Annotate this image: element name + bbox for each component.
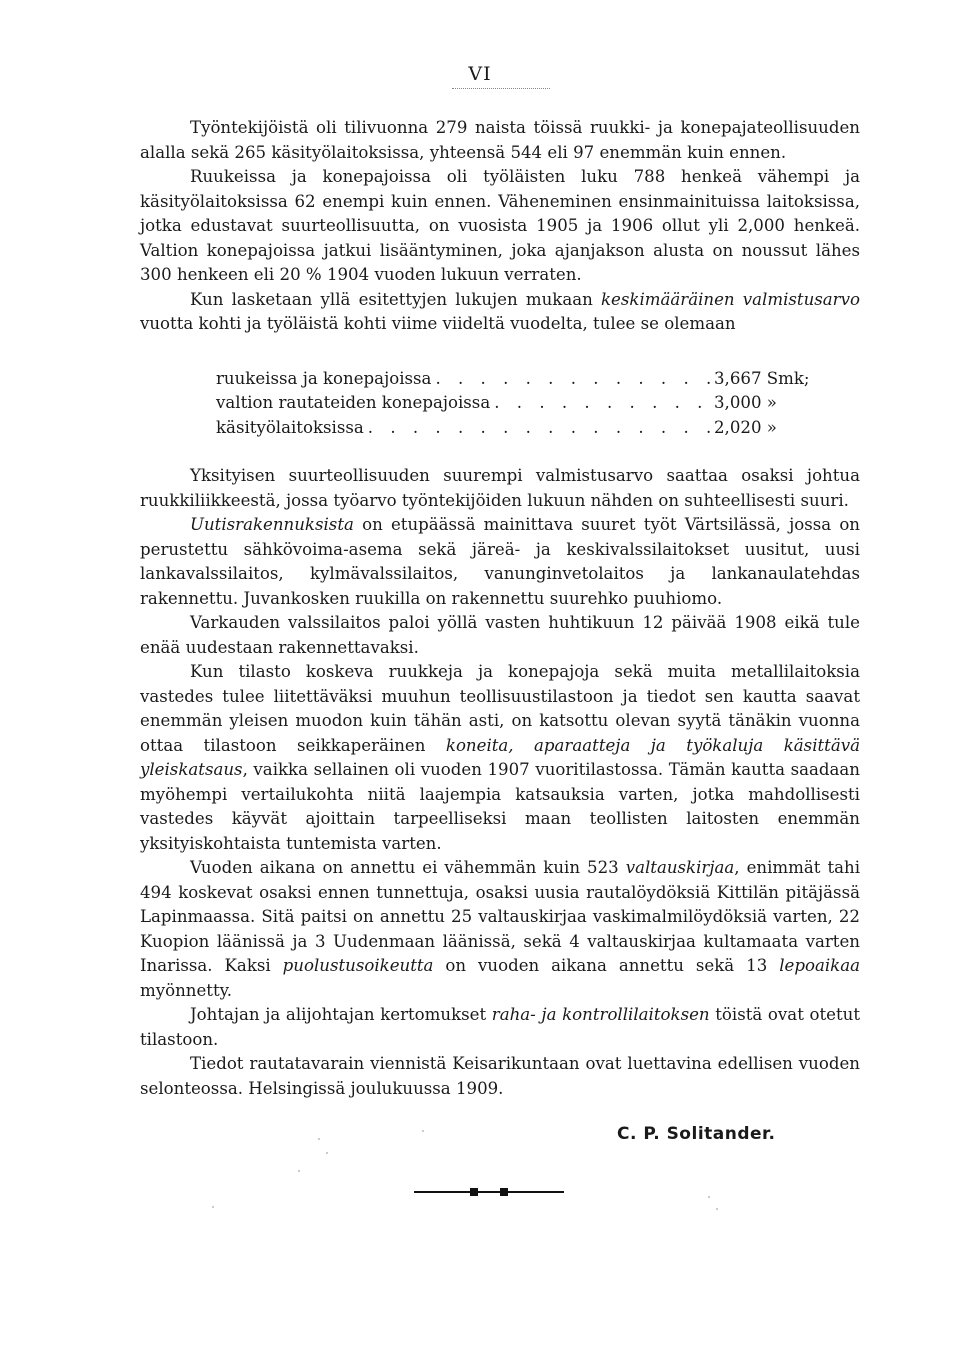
paragraph-private-industry: Yksityisen suurteollisuuden suurempi valmistusarvo saattaa osaksi johtua ruukkiliikkeestä, jossa työarvo työntekijöiden lukuun nähden on suhteellisesti suuri. — [140, 466, 860, 510]
value-list — [216, 367, 810, 441]
text-run: on etupäässä mainittava suuret työt Värtsilässä, jossa on perustettu sähkövoima-asema sekä järeä- ja keskivalssilaitokset uusitut, uusi lankavalssilaitos, kylmävalssilaitos, vanunginvetolaitos ja lankanaulatehdas rakennettu. Juvankosken ruukilla on rakennettu suurehko puuhiomo. — [140, 515, 860, 608]
text-run: töistä ovat otetut tilastoon. — [140, 1005, 860, 1049]
page-number-rule — [452, 88, 550, 89]
italic-term: raha- ja kontrollilaitoksen — [491, 1005, 710, 1024]
list-item-label: käsityölaitoksissa — [216, 417, 364, 437]
italic-term: lepoaikaa — [779, 956, 860, 975]
list-item-label: ruukeissa ja konepajoissa — [216, 368, 432, 388]
italic-term: koneita, aparaatteja ja työkaluja käsittävä yleiskatsaus — [140, 735, 860, 779]
paragraph-exports: Tiedot rautatavarain viennistä Keisarikuntaan ovat luettavina edellisen vuoden selonteossa. Helsingissä joulukuussa 1909. — [140, 1054, 860, 1098]
ornament-rule — [414, 1188, 564, 1196]
list-item-label: valtion rautateiden konepajoissa — [216, 393, 491, 412]
list-item-value: 2,020 » — [714, 417, 777, 437]
italic-term: puolustusoikeutta — [282, 956, 434, 975]
italic-term: valtauskirjaa — [625, 858, 735, 877]
text-run: Kun lasketaan yllä esitettyjen lukujen mukaan — [190, 289, 601, 309]
paragraph-claims — [140, 856, 860, 1003]
text-run: on vuoden aikana annettu sekä 13 — [433, 956, 780, 975]
paragraph-women-workers: Työntekijöistä oli tilivuonna 279 naista töissä ruukki- ja konepajateollisuuden alalla sekä 265 käsityölaitoksissa, yhteensä 544 eli 97 enemmän kuin ennen. — [140, 118, 860, 162]
page-number: VI — [468, 63, 492, 85]
italic-term: Uutisrakennuksista — [190, 515, 354, 534]
paragraph-statistics — [140, 660, 860, 856]
leader-dots — [490, 391, 714, 416]
list-item — [216, 416, 792, 441]
text-run: , vaikka sellainen oli vuoden 1907 vuoritilastossa. Tämän kautta saadaan myöhempi vertailukohta niitä laajempia katsauksia varten, jotka mahdollisesti vastedes käyvät ajoittain tarpeelliseksi maan teollisten laitosten enemmän yksityiskohtaista tuntemista varten. — [140, 760, 860, 853]
leader-dots — [364, 416, 714, 441]
body-text — [140, 116, 860, 1101]
list-item — [216, 391, 792, 416]
paragraph-varkaus: Varkauden valssilaitos paloi yöllä vasten huhtikuun 12 päivää 1908 eikä tule enää uudestaan rakennettavaksi. — [140, 613, 860, 657]
text-run: myönnetty. — [140, 980, 233, 1000]
text-run: Johtajan ja alijohtajan kertomukset — [190, 1005, 492, 1024]
paragraph-production-value — [140, 288, 860, 337]
italic-term: keskimääräinen valmistusarvo — [601, 289, 860, 309]
text-run: Kun tilasto koskeva ruukkeja ja konepajoja sekä muita metallilaitoksia vastedes tulee liitettäväksi muuhun teollisuustilastoon ja tiedot sen kautta saavat enemmän yleisen muodon kuin tähän asti, on katsottu olevan syytä tänäkin vuonna ottaa tilastoon seikkaperäinen — [140, 662, 860, 755]
paragraph-reports — [140, 1003, 860, 1052]
text-run: vuotta kohti ja työläistä kohti viime viideltä vuodelta, tulee se olemaan — [140, 314, 736, 333]
leader-dots — [431, 367, 714, 392]
paragraph-new-buildings — [140, 513, 860, 611]
list-item-value: 3,000 » — [714, 393, 777, 412]
paragraph-worker-counts: Ruukeissa ja konepajoissa oli työläisten luku 788 henkeä vähempi ja käsityölaitoksissa 62 enempi kuin ennen. Väheneminen ensinmainituissa laitoksissa, jotka edustavat suurteollisuutta, on vuosista 1905 ja 1906 ollut yli 2,000 henkeä. Valtion konepajoissa jatkui lisääntyminen, joka ajanjakson alusta on noussut lähes 300 henkeen eli 20 % 1904 vuoden lukuun verraten. — [140, 167, 860, 284]
list-item-value: 3,667 Smk; — [714, 368, 810, 388]
list-item — [216, 367, 810, 392]
text-run: Vuoden aikana on annettu ei vähemmän kuin 523 — [190, 858, 626, 877]
signature: C. P. Solitander. — [617, 1124, 776, 1144]
text-run: , enimmät tahi 494 koskevat osaksi ennen tunnettuja, osaksi uusia rautalöydöksiä Kittilän pitäjässä Lapinmaassa. Sitä paitsi on annettu 25 valtauskirjaa vaskimalmilöydöksiä varten, 22 Kuopion läänissä ja 3 Uudenmaan läänissä, sekä 4 valtauskirjaa kultamaata varten Inarissa. Kaksi — [140, 858, 860, 975]
